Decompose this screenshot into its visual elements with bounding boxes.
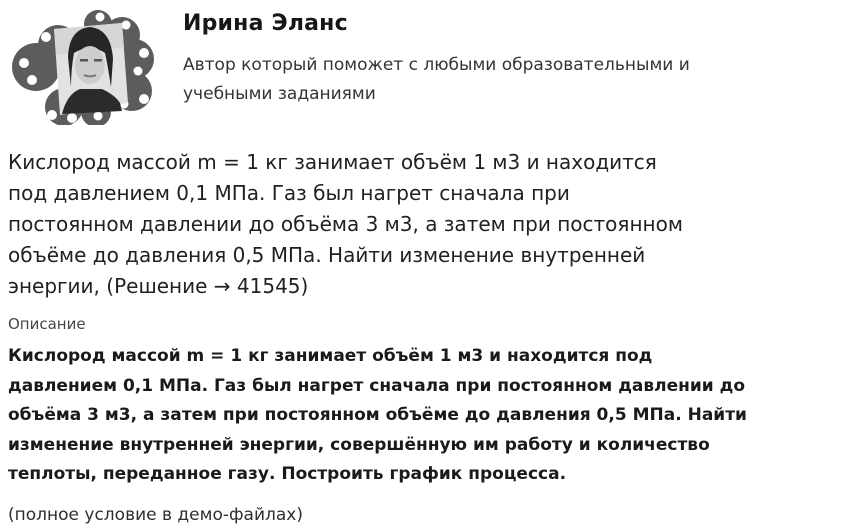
- profile-subtitle: [183, 51, 690, 109]
- profile-header: [8, 7, 839, 125]
- profile-subtitle-line: Автор который поможет с любыми образовательными и: [183, 55, 690, 75]
- problem-description-line: изменение внутренней энергии, совершённую им работу и количество: [8, 434, 710, 455]
- problem-description-line: давлением 0,1 МПа. Газ был нагрет сначала при постоянном давлении до: [8, 375, 746, 396]
- profile-name: Ирина Эланс: [183, 11, 348, 36]
- problem-description: [8, 342, 839, 490]
- problem-statement-line: под давлением 0,1 МПа. Газ был нагрет сначала при: [8, 181, 570, 205]
- demo-files-note: (полное условие в демо-файлах): [8, 504, 303, 525]
- problem-statement-line: энергии, (Решение → 41545): [8, 274, 309, 298]
- problem-description-line: объёма 3 м3, а затем при постоянном объёме до давления 0,5 МПа. Найти: [8, 405, 747, 425]
- problem-description-line: теплоты, переданное газу. Построить график процесса.: [8, 464, 567, 484]
- problem-statement: [8, 147, 839, 302]
- problem-statement-line: Кислород массой m = 1 кг занимает объём 1 м3 и находится: [8, 150, 657, 174]
- avatar: [10, 7, 162, 125]
- problem-description-line: Кислород массой m = 1 кг занимает объём 1 м3 и находится под: [8, 346, 653, 366]
- profile-subtitle-line: учебными заданиями: [183, 84, 376, 104]
- problem-statement-line: объёме до давления 0,5 МПа. Найти изменение внутренней: [8, 243, 646, 267]
- description-label: Описание: [8, 315, 86, 333]
- woman-portrait-icon: [10, 7, 162, 125]
- profile-text: [183, 7, 690, 109]
- problem-statement-line: постоянном давлении до объёма 3 м3, а затем при постоянном: [8, 212, 683, 236]
